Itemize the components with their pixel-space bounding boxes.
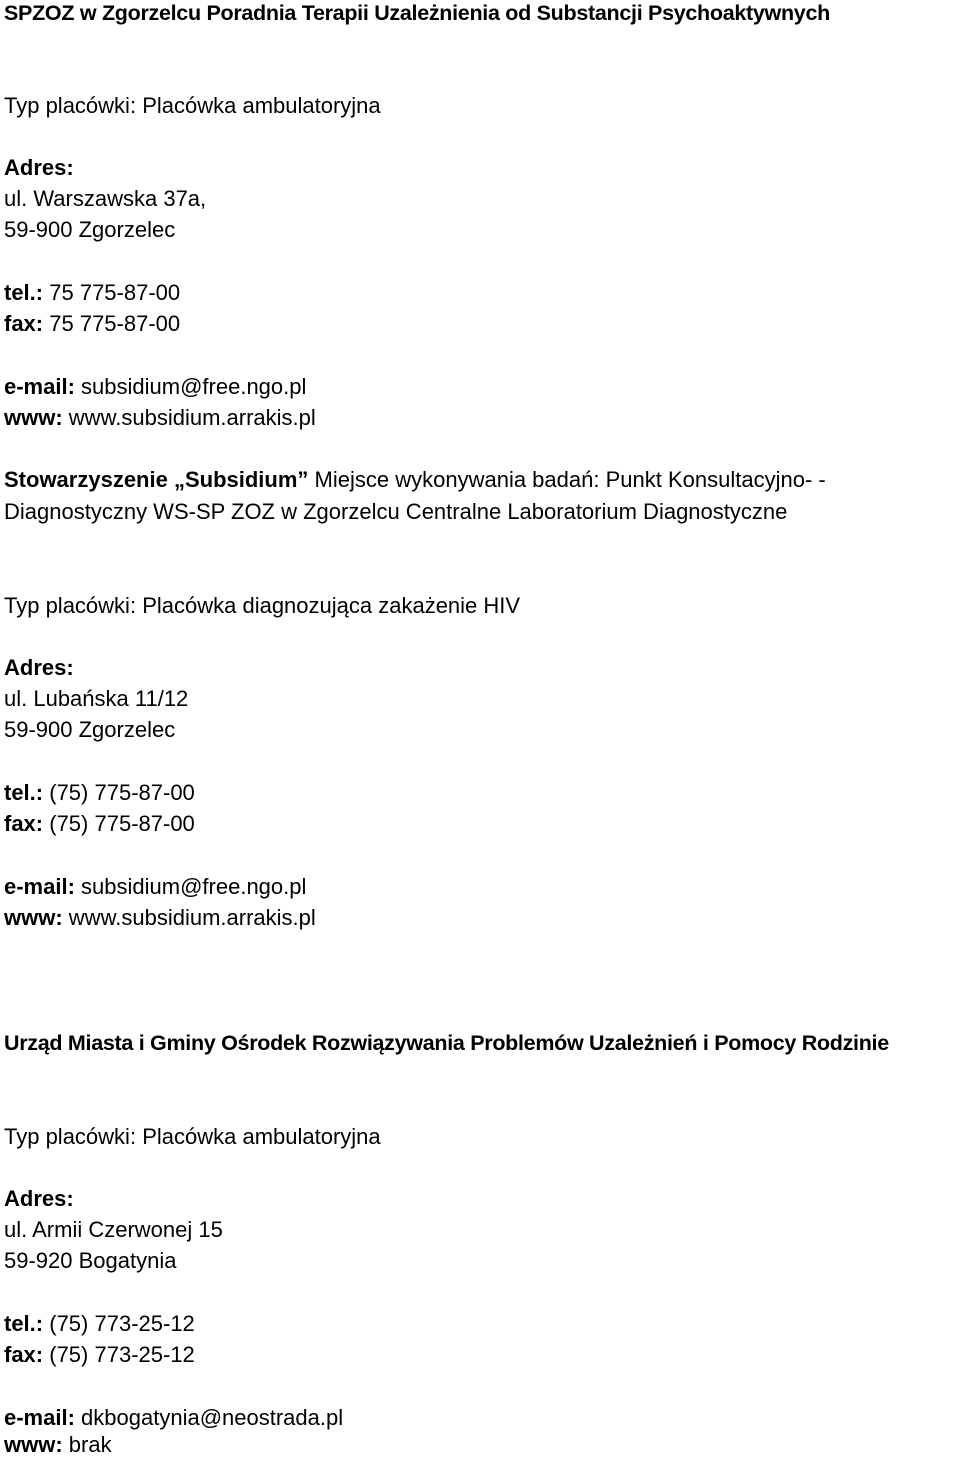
entry-2-title-line2: Diagnostyczny WS-SP ZOZ w Zgorzelcu Centralne Laboratorium Diagnostyczne [4,499,788,524]
entry-1-address-label: Adres: [4,155,74,180]
tel-label: tel.: [4,780,44,805]
entry-3-email [4,1405,343,1431]
fax-label: fax: [4,1342,44,1367]
type-label: Typ placówki: [4,1124,137,1149]
entry-1-fax [4,311,180,337]
entry-2-address-label: Adres: [4,655,74,680]
entry-2-www [4,905,316,931]
tel-value: (75) 773-25-12 [49,1311,195,1336]
fax-label: fax: [4,811,44,836]
type-value: Placówka ambulatoryjna [142,1124,381,1149]
email-value[interactable]: subsidium@free.ngo.pl [81,874,307,899]
tel-value: 75 775-87-00 [49,280,181,305]
entry-1-type [4,93,381,119]
www-value[interactable]: www.subsidium.arrakis.pl [68,405,316,430]
entry-3-www [4,1432,112,1458]
entry-3-address-label: Adres: [4,1186,74,1211]
email-label: e-mail: [4,1405,75,1430]
fax-label: fax: [4,311,44,336]
entry-2-fax [4,811,195,837]
entry-3-title: Urząd Miasta i Gminy Ośrodek Rozwiązywania Problemów Uzależnień i Pomocy Rodzinie [4,1031,889,1055]
entry-2-address-line1: ul. Lubańska 11/12 [4,686,189,711]
tel-value: (75) 775-87-00 [49,780,195,805]
www-value[interactable]: www.subsidium.arrakis.pl [68,905,316,930]
entry-2-type [4,593,520,619]
entry-2-address-line2: 59-900 Zgorzelec [4,717,176,742]
entry-1-title: SPZOZ w Zgorzelcu Poradnia Terapii Uzależnienia od Substancji Psychoaktywnych [4,1,830,25]
entry-3-type [4,1124,381,1150]
entry-1-address-line1: ul. Warszawska 37a, [4,186,207,211]
fax-value: 75 775-87-00 [49,311,181,336]
entry-2-title-line1: Stowarzyszenie „Subsidium” Miejsce wykonywania badań: Punkt Konsultacyjno- - [4,467,826,492]
www-value: brak [68,1432,112,1457]
tel-label: tel.: [4,1311,44,1336]
entry-3-address-line2: 59-920 Bogatynia [4,1248,177,1273]
email-value[interactable]: dkbogatynia@neostrada.pl [81,1405,344,1430]
entry-3-address-line1: ul. Armii Czerwonej 15 [4,1217,223,1242]
entry-1-address-line2: 59-900 Zgorzelec [4,217,176,242]
www-label: www: [4,405,63,430]
type-value: Placówka diagnozująca zakażenie HIV [142,593,521,618]
type-label: Typ placówki: [4,593,137,618]
entry-1-email [4,374,306,400]
email-label: e-mail: [4,874,75,899]
www-label: www: [4,905,63,930]
entry-3-tel [4,1311,195,1337]
email-label: e-mail: [4,374,75,399]
type-value: Placówka ambulatoryjna [142,93,381,118]
tel-label: tel.: [4,280,44,305]
fax-value: (75) 775-87-00 [49,811,195,836]
entry-3-fax [4,1342,195,1368]
www-label: www: [4,1432,63,1457]
fax-value: (75) 773-25-12 [49,1342,195,1367]
type-label: Typ placówki: [4,93,137,118]
entry-1-www [4,405,316,431]
entry-2-tel [4,780,195,806]
entry-2-email [4,874,306,900]
email-value[interactable]: subsidium@free.ngo.pl [81,374,307,399]
entry-1-tel [4,280,180,306]
